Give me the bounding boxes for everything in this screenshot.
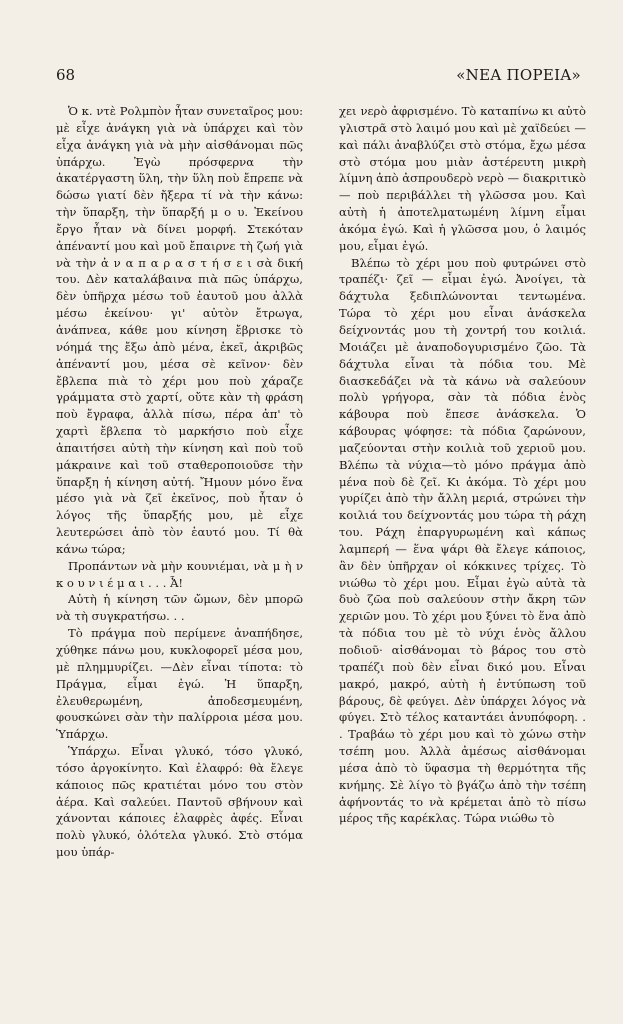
paragraph: χει νερὸ ἀφρισμένο. Τὸ καταπίνω κι αὐτὸ γλιστρᾶ στὸ λαιμό μου καὶ μὲ χαϊδεύει — καὶ πάλι ἀναβλύζει στὸ στόμα, ἔχω μέσα στὸ στόμα μου μιὰν ἀστέρευτη μικρὴ λίμνη ἀπὸ ἀσπρουδερὸ νερὸ — διακριτικὸ — ποὺ περιβάλλει τὴ γλῶσσα μου. Καὶ αὐτὴ ἡ ἀποτελματωμένη λίμνη εἶμαι ἀκόμα ἐγώ. Καὶ ἡ γλῶσσα μου, ὁ λαιμός μου, εἶμαι ἐγώ. <box>339 104 586 253</box>
paragraph: Προπάντων νὰ μὴν κουνιέμαι, νὰ μ ὴ ν κ ο υ ν ι έ μ α ι . . . Ἆ! <box>56 558 303 590</box>
paragraph: Βλέπω τὸ χέρι μου ποὺ φυτρώνει στὸ τραπέζι· ζεῖ — εἶμαι ἐγώ. Ἀνοίγει, τὰ δάχτυλα ξεδιπλώνονται τεντωμένα. Τώρα τὸ χέρι μου εἶναι ἀνάσκελα δείχνοντάς μου τὴ χοντρή του κοιλιά. Μοιάζει μὲ ἀναποδογυρισμένο ζῶο. Τὰ δάχτυλα εἶναι τὰ πόδια του. Μὲ διασκεδάζει νὰ τὰ κάνω νὰ σαλεύουν πολὺ γρήγορα, σὰν τὰ πόδια ἑνὸς κάβουρα ποὺ ἔπεσε ἀνάσκελα. Ὁ κάβουρας ψόφησε: τὰ πόδια ζαρώνουν, μαζεύονται στὴν κοιλιὰ τοῦ χεριοῦ μου. Βλέπω τὰ νύχια—τὸ μόνο πράγμα ἀπὸ μένα ποὺ δὲ ζεῖ. Κι ἀκόμα. Τὸ χέρι μου γυρίζει ἀπὸ τὴν ἄλλη μεριά, στρώνει τὴν κοιλιά του δείχνοντάς μου τώρα τὴ ράχη του. Ράχη ἐπαργυρωμένη καὶ κάπως λαμπερή — ἕνα ψάρι θὰ ἔλεγε κάποιος, ἂν δὲν ὑπῆρχαν οἱ κόκκινες τρίχες. Τὸ νιώθω τὸ χέρι μου. Εἶμαι ἐγὼ αὐτὰ τὰ δυὸ ζῶα ποὺ σαλεύουν στὴν ἄκρη τῶν χεριῶν μου. Τὸ χέρι μου ξύνει τὸ ἕνα ἀπὸ τὰ πόδια του μὲ τὸ νύχι ἑνὸς ἄλλου ποδιοῦ· αἰσθάνομαι τὸ βάρος του στὸ τραπέζι ποὺ δὲν εἶναι δικό μου. Εἶναι μακρό, μακρό, αὐτὴ ἡ ἐντύπωση τοῦ βάρους, δὲ φεύγει. Δὲν ὑπάρχει λόγος νὰ φύγει. Στὸ τέλος καταντάει ἀνυπόφορη. . . Τραβάω τὸ χέρι μου καὶ τὸ χώνω στὴν τσέπη μου. Ἀλλὰ ἀμέσως αἰσθάνομαι μέσα ἀπὸ τὸ ὕφασμα τὴ θερμότητα τῆς κνήμης. Σὲ λίγο τὸ βγάζω ἀπὸ τὴν τσέπη ἀφήνοντάς το νὰ κρέμεται ἀπὸ τὸ πίσω μέρος τῆς καρέκλας. Τώρα νιώθω τὸ <box>339 255 586 826</box>
text-columns <box>56 103 586 993</box>
paragraph: Ὑπάρχω. Εἶναι γλυκό, τόσο γλυκό, τόσο ἀργοκίνητο. Καὶ ἐλαφρό: θὰ ἔλεγε κάποιος πῶς κρατιέται μόνο του στὸν ἀέρα. Καὶ σαλεύει. Παντοῦ σβήνουν καὶ χάνονται κάποιες ἐλαφρὲς ἀφές. Εἶναι πολὺ γλυκό, ὁλότελα γλυκό. Στὸ στόμα μου ὑπάρ- <box>56 744 303 860</box>
page-header <box>56 66 581 84</box>
journal-title: «ΝΕΑ ΠΟΡΕΙΑ» <box>456 66 581 84</box>
paragraph: Ὁ κ. ντὲ Ρολμπὸν ἦταν συνεταῖρος μου: μὲ εἶχε ἀνάγκη γιὰ νὰ ὑπάρχει καὶ τὸν εἶχα ἀνάγκη γιὰ νὰ μὴν αἰσθάνομαι πῶς ὑπάρχω. Ἐγὼ πρόσφερνα τὴν ἀκατέργαστη ὕλη, τὴν ὕλη ποὺ ἔπρεπε νὰ δώσω γιατί δὲν ἤξερα τί νὰ τὴν κάνω: τὴν ὕπαρξη, τὴν ὕπαρξή μ ο υ. Ἐκείνου ἔργο ἦταν νὰ δίνει μορφή. Στεκόταν ἀπέναντί μου καὶ μοῦ ἔπαιρνε τὴ ζωή γιὰ νὰ τὴν ἀ ν α π α ρ α σ τ ή σ ε ι σὰ δική του. Δὲν καταλάβαινα πιὰ πῶς ὑπάρχω, δὲν ὑπῆρχα μέσω τοῦ ἑαυτοῦ μου ἀλλὰ μέσω ἐκείνου· γι' αὐτὸν ἔτρωγα, ἀνάπνεα, κάθε μου κίνηση ἔβρισκε τὸ νόημά της ἔξω ἀπὸ μένα, ἐκεῖ, ἀκριβῶς ἀπέναντί μου, μέσα σὲ κεῖνον· δὲν ἔβλεπα πιὰ τὸ χέρι μου ποὺ χάραζε γράμματα στὸ χαρτί, οὔτε κὰν τὴ φράση ποὺ ἔγραφα, ἀλλὰ πίσω, πέρα ἀπ' τὸ χαρτὶ ἔβλεπα τὸ μαρκήσιο ποὺ εἶχε ἀπαιτήσει αὐτὴ τὴν κίνηση καὶ ποὺ τοῦ μάκραινε καὶ τοῦ σταθεροποιοῦσε τὴν ὕπαρξη ἡ κίνηση αὐτή. Ἤμουν μόνο ἕνα μέσο γιὰ νὰ ζεῖ ἐκεῖνος, ποὺ ἦταν ὁ λόγος τῆς ὕπαρξής μου, μὲ εἶχε λευτερώσει ἀπὸ τὸν ἑαυτό μου. Τί θὰ κάνω τώρα; <box>56 104 303 556</box>
right-column <box>339 103 586 993</box>
page-number: 68 <box>56 66 76 84</box>
paragraph: Αὐτὴ ἡ κίνηση τῶν ὤμων, δὲν μπορῶ νὰ τὴ συγκρατήσω. . . <box>56 592 303 624</box>
paragraph: Τὸ πράγμα ποὺ περίμενε ἀναπήδησε, χύθηκε πάνω μου, κυκλοφορεῖ μέσα μου, μὲ πλημμυρίζει. —Δὲν εἶναι τίποτα: τὸ Πράγμα, εἶμαι ἐγώ. Ἡ ὕπαρξη, ἐλευθερωμένη, ἀποδεσμευμένη, φουσκώνει σὰν τὴν παλίρροια μέσα μου. Ὑπάρχω. <box>56 626 303 742</box>
left-column <box>56 103 303 993</box>
